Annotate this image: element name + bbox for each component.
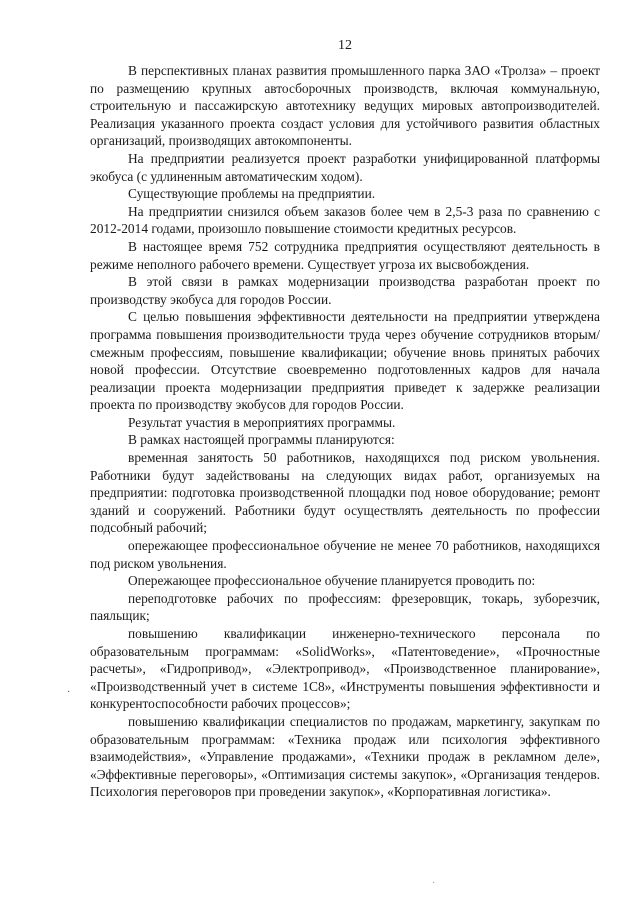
paragraph: Существующие проблемы на предприятии. <box>128 186 376 202</box>
paragraph: переподготовке рабочих по профессиям: фрезеровщик, токарь, зуборезчик, паяльщик; <box>90 590 600 624</box>
margin-mark: · <box>67 687 71 698</box>
scan-artifact: · <box>432 878 436 889</box>
paragraph: опережающее профессиональное обучение не менее 70 работников, находящихся под риском увольнения. <box>90 538 600 571</box>
paragraph: В этой связи в рамках модернизации производства разработан проект по производству экобуса для городов России. <box>90 274 600 307</box>
paragraph: повышению квалификации специалистов по продажам, маркетингу, закупкам по образовательным программам: «Техника продаж или психология эффективного взаимодействия», «Управление продажами», «Техники продаж в рекламном деле», «Эффективные переговоры», «Оптимизация системы закупок», «Организация тендеров. Психология переговоров при проведении закупок», «Корпоративная логистика». <box>90 713 600 800</box>
paragraph: В перспективных планах развития промышленного парка ЗАО «Тролза» – проект по размещению крупных автосборочных производств, включая коммунальную, строительную и пассажирскую автотехнику ведущих мировых автопроизводителей. Реализация указанного проекта создаст условия для устойчивого развития областных организаций, производящих автокомпоненты. <box>90 63 600 149</box>
paragraph: повышению квалификации инженерно-технического персонала по образовательным программам: «SolidWorks», «Патентоведение», «Прочностные расчеты», «Гидропривод», «Электропривод», «Производственное планирование», «Производственный учет в системе 1С8», «Инструменты повышения эффективности и конкурентоспособности рабочих процессов»; <box>90 626 600 712</box>
paragraph: В настоящее время 752 сотрудника предприятия осуществляют деятельность в режиме неполного рабочего времени. Существует угроза их высвобождения. <box>90 238 600 272</box>
page-number: 12 <box>338 38 352 53</box>
document-body <box>90 62 600 801</box>
paragraph: С целью повышения эффективности деятельности на предприятии утверждена программа повышения производительности труда через обучение сотрудников вторым/смежным профессиям, повышение квалификации; обучение вновь принятых рабочих новой профессии. Отсутствие своевременно подготовленных кадров для начала реализации проекта модернизации предприятия приведет к задержке реализации проекта по производству экобусов для городов России. <box>90 309 600 413</box>
paragraph: временная занятость 50 работников, находящихся под риском увольнения. Работники будут задействованы на следующих видах работ, организуемых на предприятии: подготовка производственной площадки под новое оборудование; ремонт зданий и сооружений. Работники будут осуществлять деятельность по профессии подсобный рабочий; <box>90 450 600 536</box>
paragraph: На предприятии снизился объем заказов более чем в 2,5-3 раза по сравнению с 2012-2014 годами, произошло повышение стоимости кредитных ресурсов. <box>90 203 600 237</box>
paragraph: В рамках настоящей программы планируются: <box>128 432 395 448</box>
paragraph: Опережающее профессиональное обучение планируется проводить по: <box>128 573 536 589</box>
paragraph: На предприятии реализуется проект разработки унифицированной платформы экобуса (с удлиненным автоматическим ходом). <box>90 150 600 184</box>
paragraph: Результат участия в мероприятиях программы. <box>128 414 396 430</box>
